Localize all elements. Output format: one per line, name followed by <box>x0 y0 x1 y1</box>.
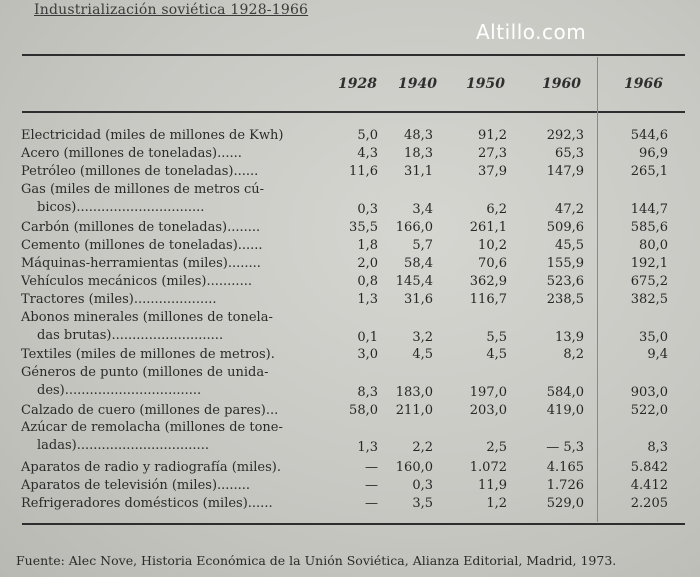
cell-value: 4,5 <box>486 347 507 362</box>
cell-value: 5,5 <box>486 330 507 345</box>
row-label: Cemento (millones de toneladas)...... <box>21 238 263 253</box>
cell-value: 58,4 <box>404 256 433 271</box>
cell-value: 292,3 <box>546 128 584 143</box>
cell-value: 35,0 <box>639 330 668 345</box>
row-label: Azúcar de remolacha (millones de tone- <box>21 420 283 435</box>
cell-value: 1,3 <box>357 292 378 307</box>
year-header: 1928 <box>338 76 377 92</box>
cell-value: 160,0 <box>395 460 433 475</box>
cell-value: 0,3 <box>412 478 433 493</box>
row-label: Vehículos mecánicos (miles)........... <box>21 274 252 289</box>
cell-value: 47,2 <box>555 202 584 217</box>
year-header: 1960 <box>542 76 581 92</box>
row-label: Calzado de cuero (millones de pares)... <box>21 403 279 418</box>
row-label: des)................................. <box>37 383 202 398</box>
cell-value: 6,2 <box>486 202 507 217</box>
cell-value: 2,2 <box>412 440 433 455</box>
row-label: Acero (millones de toneladas)...... <box>21 146 242 161</box>
watermark: Altillo.com <box>476 20 587 44</box>
cell-value: 2,5 <box>486 440 507 455</box>
cell-value: 211,0 <box>395 403 433 418</box>
row-label: Refrigeradores domésticos (miles)...... <box>21 496 273 511</box>
cell-value: 1.072 <box>469 460 507 475</box>
row-label: Géneros de punto (millones de unida- <box>21 365 269 380</box>
year-header: 1966 <box>624 76 663 92</box>
row-label: Abonos minerales (millones de tonela- <box>21 310 273 325</box>
row-label: das brutas)........................... <box>37 328 224 343</box>
row-label: Electricidad (miles de millones de Kwh) <box>21 128 284 143</box>
cell-value: 8,3 <box>357 385 378 400</box>
cell-value: 192,1 <box>630 256 668 271</box>
cell-value: 382,5 <box>630 292 668 307</box>
row-label: Tractores (miles).................... <box>21 292 217 307</box>
cell-value: 5,7 <box>412 238 433 253</box>
row-label: Petróleo (millones de toneladas)...... <box>21 164 259 179</box>
table-title: Industrialización soviética 1928-1966 <box>34 2 309 18</box>
cell-value: 8,3 <box>647 440 668 455</box>
row-label: Máquinas-herramientas (miles)........ <box>21 256 261 271</box>
cell-value: 166,0 <box>395 220 433 235</box>
cell-value: 3,5 <box>412 496 433 511</box>
cell-value: 2,0 <box>357 256 378 271</box>
cell-value: — <box>365 460 378 475</box>
cell-value: 5,0 <box>357 128 378 143</box>
cell-value: 91,2 <box>478 128 507 143</box>
cell-value: 0,1 <box>357 330 378 345</box>
cell-value: 96,9 <box>639 146 668 161</box>
cell-value: 37,9 <box>478 164 507 179</box>
cell-value: 18,3 <box>404 146 433 161</box>
cell-value: — <box>365 496 378 511</box>
cell-value: 10,2 <box>478 238 507 253</box>
cell-value: 147,9 <box>546 164 584 179</box>
cell-value: 5.842 <box>630 460 668 475</box>
row-label: Aparatos de televisión (miles)........ <box>21 478 251 493</box>
cell-value: 11,6 <box>349 164 378 179</box>
cell-value: 1.726 <box>546 478 584 493</box>
cell-value: 0,3 <box>357 202 378 217</box>
cell-value: 3,0 <box>357 347 378 362</box>
cell-value: 31,1 <box>404 164 433 179</box>
cell-value: 584,0 <box>546 385 584 400</box>
cell-value: 1,2 <box>486 496 507 511</box>
cell-value: 3,2 <box>412 330 433 345</box>
cell-value: 675,2 <box>630 274 668 289</box>
row-label: ladas)................................ <box>37 438 209 453</box>
cell-value: — 5,3 <box>546 440 584 455</box>
row-label: Textiles (miles de millones de metros). <box>21 347 275 362</box>
cell-value: 4,5 <box>412 347 433 362</box>
cell-value: 65,3 <box>555 146 584 161</box>
cell-value: 4.412 <box>630 478 668 493</box>
cell-value: 203,0 <box>469 403 507 418</box>
cell-value: 70,6 <box>478 256 507 271</box>
cell-value: 155,9 <box>546 256 584 271</box>
cell-value: 35,5 <box>349 220 378 235</box>
cell-value: 27,3 <box>478 146 507 161</box>
cell-value: 9,4 <box>647 347 668 362</box>
cell-value: 362,9 <box>469 274 507 289</box>
row-label: bicos)............................... <box>37 200 205 215</box>
cell-value: 48,3 <box>404 128 433 143</box>
cell-value: 522,0 <box>630 403 668 418</box>
cell-value: 1,8 <box>357 238 378 253</box>
cell-value: 903,0 <box>630 385 668 400</box>
cell-value: 13,9 <box>555 330 584 345</box>
source-footnote: Fuente: Alec Nove, Historia Económica de la Unión Soviética, Alianza Editorial, Madrid, 1973. <box>16 553 617 568</box>
row-label: Carbón (millones de toneladas)........ <box>21 220 261 235</box>
cell-value: 116,7 <box>469 292 507 307</box>
cell-value: 4.165 <box>546 460 584 475</box>
cell-value: 2.205 <box>630 496 668 511</box>
cell-value: 4,3 <box>357 146 378 161</box>
year-header: 1940 <box>398 76 437 92</box>
cell-value: 145,4 <box>395 274 433 289</box>
cell-value: 544,6 <box>630 128 668 143</box>
row-label: Aparatos de radio y radiografía (miles). <box>21 460 281 475</box>
cell-value: 0,8 <box>357 274 378 289</box>
cell-value: — <box>365 478 378 493</box>
cell-value: 197,0 <box>469 385 507 400</box>
cell-value: 509,6 <box>546 220 584 235</box>
cell-value: 585,6 <box>630 220 668 235</box>
cell-value: 80,0 <box>639 238 668 253</box>
cell-value: 3,4 <box>412 202 433 217</box>
cell-value: 144,7 <box>630 202 668 217</box>
cell-value: 1,3 <box>357 440 378 455</box>
cell-value: 238,5 <box>546 292 584 307</box>
cell-value: 261,1 <box>469 220 507 235</box>
cell-value: 183,0 <box>395 385 433 400</box>
cell-value: 11,9 <box>478 478 507 493</box>
row-label: Gas (miles de millones de metros cú- <box>21 182 265 197</box>
year-header: 1950 <box>466 76 505 92</box>
cell-value: 8,2 <box>563 347 584 362</box>
cell-value: 523,6 <box>546 274 584 289</box>
cell-value: 45,5 <box>555 238 584 253</box>
cell-value: 419,0 <box>546 403 584 418</box>
cell-value: 265,1 <box>630 164 668 179</box>
cell-value: 31,6 <box>404 292 433 307</box>
cell-value: 529,0 <box>546 496 584 511</box>
cell-value: 58,0 <box>349 403 378 418</box>
